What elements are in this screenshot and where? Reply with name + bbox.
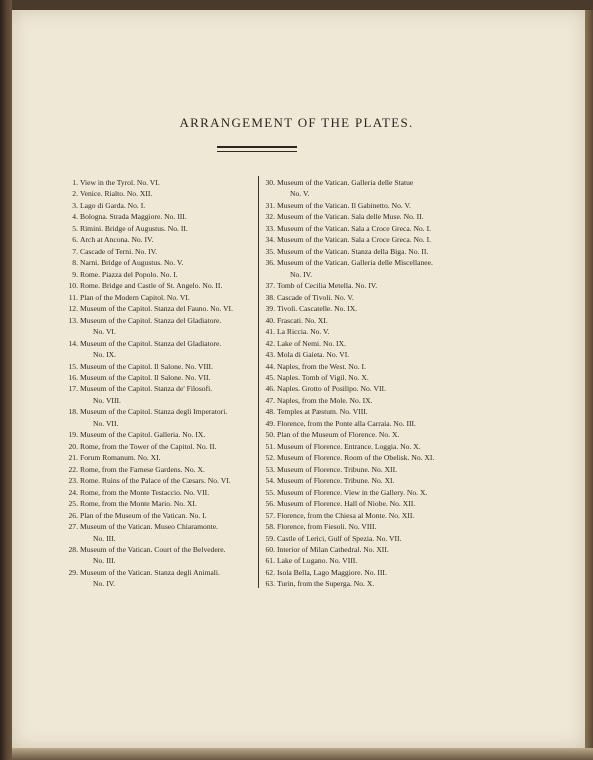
plate-number: 51. xyxy=(265,441,275,451)
plate-entry xyxy=(65,464,265,475)
plate-title: Rome, from the Tower of the Capitol. No. II. xyxy=(80,441,217,451)
plate-entry xyxy=(262,418,467,429)
plate-number: 58. xyxy=(265,522,275,532)
plate-number-continuation: No. VI. xyxy=(93,327,116,337)
plate-title: Isola Bella, Lago Maggiore. No. III. xyxy=(277,567,387,577)
plate-entry xyxy=(65,487,265,498)
plate-entry xyxy=(262,372,467,383)
plate-number: 41. xyxy=(265,327,275,337)
plate-title: Naples, from the West. No. I. xyxy=(277,361,366,371)
plate-entry xyxy=(262,223,467,234)
plate-title: Frascati. No. XI. xyxy=(277,315,328,325)
plate-number-continuation: No. IV. xyxy=(290,269,313,279)
plate-title: Museum of the Vatican. Galleria delle Statue xyxy=(277,178,414,187)
plate-title: Museum of the Capitol. Stanza del Fauno. No. VI. xyxy=(80,304,233,314)
plate-title: Florence, from the Chiesa al Monte. No. XII. xyxy=(277,510,415,520)
plate-title: Plan of the Museum of Florence. No. X. xyxy=(277,430,400,440)
plate-title: Arch at Ancona. No. IV. xyxy=(80,235,154,245)
plate-entry xyxy=(65,303,265,314)
plate-number: 24. xyxy=(68,487,78,497)
plates-column-right xyxy=(262,177,467,590)
plate-number: 37. xyxy=(265,281,275,291)
plate-title: Forum Romanum. No. XI. xyxy=(80,453,161,463)
plate-entry xyxy=(65,223,265,234)
plate-entry xyxy=(262,567,467,578)
page-edge-bottom xyxy=(12,748,593,760)
plate-entry xyxy=(65,510,265,521)
plate-title: Lake of Nemi. No. IX. xyxy=(277,338,346,348)
plate-number: 9. xyxy=(72,269,78,279)
plate-title: Museum of Florence. Room of the Obelisk. No. XI. xyxy=(277,453,435,463)
plate-entry xyxy=(65,257,265,268)
plate-title: Rome, from the Monte Testaccio. No. VII. xyxy=(80,487,210,497)
plate-entry xyxy=(262,498,467,509)
plate-title: Museum of the Vatican. Il Gabinetto. No. V. xyxy=(277,200,411,210)
plate-number: 1. xyxy=(72,178,78,187)
plates-column-left xyxy=(65,177,265,590)
plate-title: Museum of the Capitol. Galleria. No. IX. xyxy=(80,430,206,440)
plate-title: Rimini. Bridge of Augustus. No. II. xyxy=(80,223,188,233)
plate-number-continuation: No. IV. xyxy=(93,579,116,589)
plate-title: Temples at Pæstum. No. VIII. xyxy=(277,407,368,417)
plate-entry xyxy=(65,338,265,349)
plate-number: 63. xyxy=(265,579,275,589)
plate-title: Museum of Florence. Tribune. No. XI. xyxy=(277,476,395,486)
plate-title: Cascade of Tivoli. No. V. xyxy=(277,292,354,302)
plate-entry xyxy=(262,326,467,337)
plate-title: Museum of the Capitol. Stanza del Gladiatore. xyxy=(80,338,222,348)
plate-entry xyxy=(262,464,467,475)
plate-number: 45. xyxy=(265,372,275,382)
plate-title: Museum of the Capitol. Il Salone. No. VIII. xyxy=(80,361,213,371)
plate-title: Plan of the Modern Capitol. No. VI. xyxy=(80,292,190,302)
plate-entry xyxy=(65,452,265,463)
plate-entry xyxy=(262,452,467,463)
plate-title: Rome, from the Farnese Gardens. No. X. xyxy=(80,464,205,474)
plate-entry xyxy=(262,200,467,211)
plate-title: Museum of Florence. Tribune. No. XII. xyxy=(277,464,398,474)
plate-title: Tomb of Cecilia Metella. No. IV. xyxy=(277,281,378,291)
plate-number: 36. xyxy=(265,258,275,268)
plate-title: La Riccia. No. V. xyxy=(277,327,330,337)
plate-number: 7. xyxy=(72,246,78,256)
plate-number: 3. xyxy=(72,200,78,210)
plate-number: 10. xyxy=(68,281,78,291)
plate-number: 2. xyxy=(72,189,78,199)
plate-number: 55. xyxy=(265,487,275,497)
plate-title: Museum of the Vatican. Sala a Croce Greca. No. I. xyxy=(277,223,432,233)
plate-number: 50. xyxy=(265,430,275,440)
plate-number: 28. xyxy=(68,545,78,554)
plate-title: Venice. Rialto. No. XII. xyxy=(80,189,153,199)
title-rule xyxy=(217,146,297,152)
plate-number-continuation: No. VII. xyxy=(93,418,119,428)
plate-number: 29. xyxy=(68,567,78,577)
plate-number: 32. xyxy=(265,212,275,222)
plate-entry xyxy=(262,555,467,566)
plate-title: Naples. Tomb of Vigil. No. X. xyxy=(277,372,369,382)
plate-number-continuation: No. VIII. xyxy=(93,395,121,405)
plate-entry xyxy=(262,246,467,257)
plate-title: Florence, from the Ponte alla Carraia. No. III. xyxy=(277,418,416,428)
plate-entry xyxy=(262,441,467,452)
plate-number: 5. xyxy=(72,223,78,233)
plate-entry xyxy=(65,177,265,188)
plate-title: Mola di Gaieta. No. VI. xyxy=(277,350,350,360)
plate-number: 56. xyxy=(265,499,275,509)
plate-entry xyxy=(262,429,467,440)
plate-number: 22. xyxy=(68,464,78,474)
plate-title: Lago di Garda. No. I. xyxy=(80,200,146,210)
plate-number: 12. xyxy=(68,304,78,314)
plate-entry xyxy=(65,280,265,291)
plate-entry xyxy=(65,246,265,257)
plate-number-continuation: No. III. xyxy=(93,556,116,566)
plate-title: Naples, from the Mole. No. IX. xyxy=(277,395,373,405)
plate-entry xyxy=(262,211,467,222)
plate-title: Museum of Florence. Hall of Niobe. No. XII. xyxy=(277,499,416,509)
plate-title: Rome. Ruins of the Palace of the Cæsars. No. VI. xyxy=(80,476,231,486)
plate-title: Castle of Lerici, Gulf of Spezia. No. VII. xyxy=(277,533,402,543)
plate-number: 27. xyxy=(68,522,78,532)
plate-number: 47. xyxy=(265,395,275,405)
plate-number: 54. xyxy=(265,476,275,486)
plate-entry xyxy=(262,292,467,303)
plate-number: 33. xyxy=(265,223,275,233)
plate-entry xyxy=(262,361,467,372)
plate-title: Museum of the Vatican. Museo Chiaramonte. xyxy=(80,522,218,532)
plate-title: Lake of Lugano. No. VIII. xyxy=(277,556,358,566)
plate-entry xyxy=(262,487,467,498)
plate-title: Rome. Piazza del Popolo. No. I. xyxy=(80,269,178,279)
plate-entry xyxy=(262,578,467,589)
plate-title: Museum of the Capitol. Il Salone. No. VII. xyxy=(80,372,211,382)
plate-title: View in the Tyrol. No. VI. xyxy=(80,178,160,187)
plate-title: Naples. Grotto of Posilipo. No. VII. xyxy=(277,384,386,394)
plate-number: 43. xyxy=(265,350,275,360)
plate-entry xyxy=(262,395,467,406)
plate-title: Turin, from the Superga. No. X. xyxy=(277,579,375,589)
plate-entry xyxy=(262,406,467,417)
plate-entry xyxy=(262,338,467,349)
plate-entry xyxy=(262,177,467,188)
plate-number: 13. xyxy=(68,315,78,325)
plate-number: 25. xyxy=(68,499,78,509)
plate-title: Interior of Milan Cathedral. No. XII. xyxy=(277,545,389,554)
plate-entry xyxy=(65,406,265,417)
plate-entry xyxy=(262,349,467,360)
plate-number: 35. xyxy=(265,246,275,256)
plate-title: Museum of the Vatican. Stanza della Biga. No. II. xyxy=(277,246,429,256)
plate-entry xyxy=(65,292,265,303)
plate-number: 61. xyxy=(265,556,275,566)
plate-title: Rome. Bridge and Castle of St. Angelo. No. II. xyxy=(80,281,223,291)
plate-number: 49. xyxy=(265,418,275,428)
plate-number: 31. xyxy=(265,200,275,210)
plate-number: 11. xyxy=(68,292,78,302)
plate-title: Museum of the Vatican. Stanza degli Animali. xyxy=(80,567,220,577)
plate-number: 16. xyxy=(68,372,78,382)
plate-entry xyxy=(262,315,467,326)
plate-title: Museum of the Capitol. Stanza del Gladiatore. xyxy=(80,315,222,325)
plate-number: 30. xyxy=(265,178,275,187)
plate-number: 53. xyxy=(265,464,275,474)
plate-title: Cascade of Terni. No. IV. xyxy=(80,246,158,256)
plate-number: 42. xyxy=(265,338,275,348)
plate-number-continuation: No. V. xyxy=(290,189,310,199)
plate-number: 26. xyxy=(68,510,78,520)
plate-entry xyxy=(262,303,467,314)
plate-entry xyxy=(65,475,265,486)
plate-number: 14. xyxy=(68,338,78,348)
plate-number: 39. xyxy=(265,304,275,314)
plate-number: 19. xyxy=(68,430,78,440)
plate-entry xyxy=(65,429,265,440)
plate-entry xyxy=(65,200,265,211)
plate-number: 20. xyxy=(68,441,78,451)
plate-entry xyxy=(262,544,467,555)
plate-entry xyxy=(65,441,265,452)
plate-title: Narni. Bridge of Augustus. No. V. xyxy=(80,258,184,268)
plate-number: 59. xyxy=(265,533,275,543)
plate-title: Museum of the Vatican. Sala a Croce Greca. No. I. xyxy=(277,235,432,245)
plate-entry xyxy=(65,383,265,394)
plate-number: 44. xyxy=(265,361,275,371)
plate-title: Museum of the Vatican. Galleria delle Miscellanee. xyxy=(277,258,433,268)
book-binding xyxy=(0,0,12,760)
plate-entry xyxy=(65,361,265,372)
plate-number: 57. xyxy=(265,510,275,520)
plate-number-continuation: No. III. xyxy=(93,533,116,543)
plate-title: Bologna. Strada Maggiore. No. III. xyxy=(80,212,187,222)
plate-number: 46. xyxy=(265,384,275,394)
plate-entry xyxy=(65,498,265,509)
plate-entry xyxy=(262,510,467,521)
plate-title: Florence, from Fiesoli. No. VIII. xyxy=(277,522,377,532)
plate-title: Tivoli. Cascatelle. No. IX. xyxy=(277,304,358,314)
plate-entry xyxy=(65,567,265,578)
plate-entry xyxy=(262,383,467,394)
plate-number: 18. xyxy=(68,407,78,417)
plate-number: 62. xyxy=(265,567,275,577)
plate-number: 38. xyxy=(265,292,275,302)
plate-entry xyxy=(65,211,265,222)
plate-number: 23. xyxy=(68,476,78,486)
plate-entry xyxy=(65,521,265,532)
column-divider xyxy=(258,176,259,588)
plate-entry xyxy=(65,372,265,383)
plate-entry xyxy=(65,234,265,245)
page-title: ARRANGEMENT OF THE PLATES. xyxy=(179,115,414,130)
plate-number: 34. xyxy=(265,235,275,245)
plate-title: Museum of the Capitol. Stanza degli Imperatori. xyxy=(80,407,228,417)
plate-entry xyxy=(262,521,467,532)
plate-number: 15. xyxy=(68,361,78,371)
plate-title: Museum of the Capitol. Stanza de' Filosofi. xyxy=(80,384,213,394)
plate-number: 17. xyxy=(68,384,78,394)
plate-number: 60. xyxy=(265,545,275,554)
plate-title: Museum of Florence. View in the Gallery. No. X. xyxy=(277,487,428,497)
plate-number-continuation: No. IX. xyxy=(93,350,116,360)
plate-title: Museum of the Vatican. Sala delle Muse. No. II. xyxy=(277,212,424,222)
plate-entry xyxy=(65,315,265,326)
plate-number: 6. xyxy=(72,235,78,245)
plate-entry xyxy=(262,257,467,268)
plate-number: 40. xyxy=(265,315,275,325)
plate-entry xyxy=(65,188,265,199)
plate-number: 8. xyxy=(72,258,78,268)
plate-entry xyxy=(262,533,467,544)
plate-number: 21. xyxy=(68,453,78,463)
plate-title: Museum of Florence. Entrance. Loggia. No. X. xyxy=(277,441,421,451)
plate-title: Museum of the Vatican. Court of the Belvedere. xyxy=(80,545,226,554)
plate-title: Rome, from the Monte Mario. No. XI. xyxy=(80,499,197,509)
plate-title: Plan of the Museum of the Vatican. No. I. xyxy=(80,510,207,520)
plate-number: 52. xyxy=(265,453,275,463)
plate-number: 4. xyxy=(72,212,78,222)
plate-entry xyxy=(262,280,467,291)
plate-entry xyxy=(65,269,265,280)
plate-entry xyxy=(65,544,265,555)
plate-number: 48. xyxy=(265,407,275,417)
plate-entry xyxy=(262,475,467,486)
plate-entry xyxy=(262,234,467,245)
